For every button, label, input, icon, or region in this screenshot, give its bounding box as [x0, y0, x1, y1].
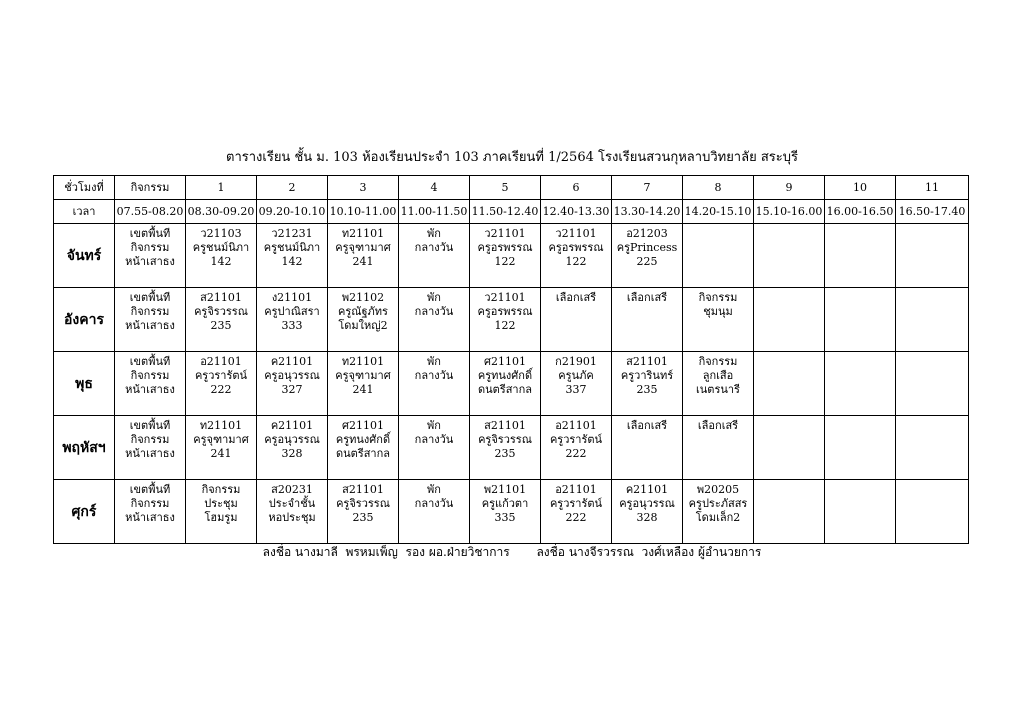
period-number: 7: [612, 176, 683, 200]
cell-line: 235: [352, 511, 374, 524]
cell-line: ค21101: [270, 355, 314, 368]
cell-line: กิจกรรม: [130, 305, 170, 318]
schedule-cell: [896, 416, 969, 480]
cell-line: เขตพื้นที: [129, 355, 171, 368]
cell-line: ครูปาณิสรา: [264, 305, 320, 318]
cell-line: กลางวัน: [414, 433, 454, 446]
schedule-cell: [541, 288, 612, 352]
cell-line: ครูวรารัตน์: [194, 369, 248, 382]
cell-line: กิจกรรม: [698, 355, 738, 368]
schedule-cell: [186, 480, 257, 544]
cell-line: พ20205: [696, 483, 740, 496]
cell-line: 122: [494, 319, 516, 332]
time-slot: 12.40-13.30: [541, 200, 612, 224]
cell-line: 222: [210, 383, 232, 396]
cell-line: หน้าเสาธง: [125, 511, 175, 524]
period-number: 2: [257, 176, 328, 200]
cell-line: หน้าเสาธง: [125, 383, 175, 396]
cell-line: ส21101: [342, 483, 384, 496]
cell-line: 235: [636, 383, 658, 396]
day-name: จันทร์: [54, 224, 115, 288]
schedule-cell: [186, 288, 257, 352]
period-number: 8: [683, 176, 754, 200]
cell-line: กิจกรรม: [130, 497, 170, 510]
cell-line: กิจกรรม: [130, 433, 170, 446]
cell-line: เขตพื้นที: [129, 291, 171, 304]
cell-line: ส20231: [271, 483, 313, 496]
cell-line: กลางวัน: [414, 369, 454, 382]
period-number: 6: [541, 176, 612, 200]
schedule-cell: [186, 352, 257, 416]
cell-line: 241: [352, 383, 374, 396]
cell-line: ว21231: [271, 227, 313, 240]
cell-line: ลูกเสือ: [702, 369, 734, 382]
timetable: [53, 175, 969, 544]
schedule-cell: [612, 288, 683, 352]
schedule-cell: [115, 416, 186, 480]
time-header-row: [54, 200, 969, 224]
cell-line: โดมใหญ่2: [338, 319, 388, 332]
cell-line: อ21101: [200, 355, 242, 368]
schedule-cell: [470, 480, 541, 544]
cell-line: พัก: [427, 355, 441, 368]
cell-line: ประชุม: [204, 497, 238, 510]
cell-line: ครูประภัสสร: [688, 497, 748, 510]
schedule-cell: [825, 288, 896, 352]
cell-line: กิจกรรม: [201, 483, 241, 496]
time-slot: 15.10-16.00: [754, 200, 825, 224]
schedule-cell: [399, 480, 470, 544]
cell-line: 235: [494, 447, 516, 460]
cell-line: พัก: [427, 419, 441, 432]
cell-line: เขตพื้นที: [129, 483, 171, 496]
schedule-cell: [328, 352, 399, 416]
cell-line: พัก: [427, 227, 441, 240]
cell-line: ครูจุฑามาศ: [335, 369, 391, 382]
cell-line: ครูนภัค: [558, 369, 594, 382]
cell-line: หน้าเสาธง: [125, 319, 175, 332]
cell-line: 222: [565, 447, 587, 460]
cell-line: ส21101: [200, 291, 242, 304]
cell-line: ท21101: [341, 355, 385, 368]
cell-line: ครูอนุวรรณ: [619, 497, 675, 510]
signature-line: [0, 543, 1024, 562]
period-number: 10: [825, 176, 896, 200]
cell-line: หอประชุม: [268, 511, 316, 524]
cell-line: ครูอรพรรณ: [548, 241, 604, 254]
schedule-cell: [896, 480, 969, 544]
cell-line: ท21101: [199, 419, 243, 432]
schedule-cell: [896, 288, 969, 352]
schedule-cell: [612, 480, 683, 544]
schedule-cell: [754, 352, 825, 416]
time-slot: 07.55-08.20: [115, 200, 186, 224]
cell-line: ครูจิรวรรณ: [194, 305, 248, 318]
time-slot: 10.10-11.00: [328, 200, 399, 224]
cell-line: ครูจุฑามาศ: [193, 433, 249, 446]
cell-line: ครูวารินทร์: [620, 369, 674, 382]
day-row: [54, 480, 969, 544]
schedule-cell: [683, 480, 754, 544]
cell-line: กิจกรรม: [698, 291, 738, 304]
cell-line: 335: [494, 511, 516, 524]
cell-line: ครูวรารัตน์: [549, 433, 603, 446]
cell-line: เลือกเสรี: [697, 419, 739, 432]
cell-line: ว21101: [555, 227, 597, 240]
schedule-cell: [257, 480, 328, 544]
signature-right: ลงชื่อ นางจีรวรรณ วงศ์เหลือง ผู้อำนวยการ: [536, 545, 762, 559]
page-title: ตารางเรียน ชั้น ม. 103 ห้องเรียนประจำ 103 ภาคเรียนที่ 1/2564 โรงเรียนสวนกุหลาบวิทยาลัย สระบุรี: [226, 150, 798, 165]
day-name: อังคาร: [54, 288, 115, 352]
cell-line: ดนตรีสากล: [335, 447, 390, 460]
schedule-cell: [541, 352, 612, 416]
schedule-cell: [257, 352, 328, 416]
cell-line: ครูอนุวรรณ: [264, 369, 320, 382]
cell-line: ศ21101: [342, 419, 384, 432]
schedule-cell: [612, 224, 683, 288]
cell-line: 328: [636, 511, 658, 524]
cell-line: ครูจิรวรรณ: [336, 497, 390, 510]
schedule-cell: [186, 416, 257, 480]
schedule-cell: [115, 480, 186, 544]
cell-line: พ21102: [341, 291, 385, 304]
cell-line: ว21101: [484, 227, 526, 240]
period-number: 1: [186, 176, 257, 200]
schedule-cell: [115, 352, 186, 416]
schedule-cell: [541, 416, 612, 480]
schedule-cell: [399, 352, 470, 416]
schedule-cell: [186, 224, 257, 288]
cell-line: ง21101: [271, 291, 313, 304]
schedule-cell: [470, 352, 541, 416]
cell-line: ครูอรพรรณ: [477, 305, 533, 318]
cell-line: โดมเล็ก2: [695, 511, 741, 524]
schedule-cell: [115, 224, 186, 288]
cell-line: 222: [565, 511, 587, 524]
cell-line: 122: [494, 255, 516, 268]
signature-left: ลงชื่อ นางมาลี พรหมเพ็ญ รอง ผอ.ฝ่ายวิชาการ: [262, 545, 510, 559]
schedule-cell: [399, 224, 470, 288]
schedule-cell: [825, 416, 896, 480]
cell-line: พัก: [427, 291, 441, 304]
day-row: [54, 352, 969, 416]
cell-line: เขตพื้นที: [129, 227, 171, 240]
schedule-cell: [328, 288, 399, 352]
period-number: 11: [896, 176, 969, 200]
cell-line: ชุมนุม: [703, 305, 733, 318]
cell-line: เนตรนารี: [696, 383, 740, 396]
cell-line: 122: [565, 255, 587, 268]
cell-line: ครูPrincess: [616, 241, 678, 254]
cell-line: ศ21101: [484, 355, 526, 368]
schedule-cell: [328, 480, 399, 544]
cell-line: 241: [210, 447, 232, 460]
schedule-cell: [754, 416, 825, 480]
cell-line: ค21101: [270, 419, 314, 432]
cell-line: เขตพื้นที: [129, 419, 171, 432]
schedule-cell: [683, 416, 754, 480]
cell-line: ครูอรพรรณ: [477, 241, 533, 254]
day-name: พฤหัสฯ: [54, 416, 115, 480]
schedule-cell: [470, 224, 541, 288]
schedule-cell: [399, 288, 470, 352]
time-slot: 14.20-15.10: [683, 200, 754, 224]
time-label: เวลา: [54, 200, 115, 224]
schedule-cell: [328, 224, 399, 288]
schedule-cell: [470, 416, 541, 480]
schedule-cell: [896, 224, 969, 288]
schedule-cell: [612, 352, 683, 416]
cell-line: ว21101: [484, 291, 526, 304]
cell-line: 333: [281, 319, 303, 332]
cell-line: ครูจุฑามาศ: [335, 241, 391, 254]
day-row: [54, 224, 969, 288]
cell-line: ท21101: [341, 227, 385, 240]
day-row: [54, 288, 969, 352]
cell-line: ครูอนุวรรณ: [264, 433, 320, 446]
period-number: กิจกรรม: [115, 176, 186, 200]
cell-line: 142: [281, 255, 303, 268]
period-number: 4: [399, 176, 470, 200]
cell-line: ครูวรารัตน์: [549, 497, 603, 510]
cell-line: เลือกเสรี: [626, 419, 668, 432]
cell-line: พัก: [427, 483, 441, 496]
cell-line: ก21901: [555, 355, 597, 368]
period-header-row: [54, 176, 969, 200]
cell-line: ว21103: [200, 227, 242, 240]
cell-line: กลางวัน: [414, 497, 454, 510]
schedule-cell: [257, 416, 328, 480]
schedule-cell: [825, 224, 896, 288]
time-slot: 11.50-12.40: [470, 200, 541, 224]
time-slot: 11.00-11.50: [399, 200, 470, 224]
cell-line: 327: [281, 383, 303, 396]
schedule-cell: [683, 352, 754, 416]
cell-line: อ21101: [555, 419, 597, 432]
cell-line: หน้าเสาธง: [125, 255, 175, 268]
cell-line: 225: [636, 255, 658, 268]
period-number: 5: [470, 176, 541, 200]
schedule-cell: [825, 352, 896, 416]
cell-line: หน้าเสาธง: [125, 447, 175, 460]
cell-line: ส21101: [484, 419, 526, 432]
cell-line: ครูจิรวรรณ: [478, 433, 532, 446]
time-slot: 13.30-14.20: [612, 200, 683, 224]
day-name: ศุกร์: [54, 480, 115, 544]
cell-line: 142: [210, 255, 232, 268]
schedule-cell: [825, 480, 896, 544]
schedule-cell: [541, 224, 612, 288]
schedule-cell: [683, 224, 754, 288]
day-row: [54, 416, 969, 480]
period-number: 9: [754, 176, 825, 200]
cell-line: ดนตรีสากล: [477, 383, 532, 396]
cell-line: พ21101: [483, 483, 527, 496]
cell-line: อ21203: [626, 227, 668, 240]
schedule-cell: [257, 288, 328, 352]
cell-line: ครูทนงศักดิ์: [335, 433, 391, 446]
cell-line: กลางวัน: [414, 241, 454, 254]
cell-line: ครูชนม์นิภา: [263, 241, 321, 254]
schedule-cell: [257, 224, 328, 288]
cell-line: ครูทนงศักดิ์: [477, 369, 533, 382]
cell-line: เลือกเสรี: [555, 291, 597, 304]
cell-line: 337: [565, 383, 587, 396]
cell-line: ครูแก้วตา: [481, 497, 529, 510]
time-slot: 16.00-16.50: [825, 200, 896, 224]
schedule-cell: [328, 416, 399, 480]
schedule-cell: [541, 480, 612, 544]
cell-line: ค21101: [625, 483, 669, 496]
schedule-cell: [399, 416, 470, 480]
schedule-cell: [683, 288, 754, 352]
period-number: 3: [328, 176, 399, 200]
cell-line: กิจกรรม: [130, 369, 170, 382]
schedule-cell: [754, 480, 825, 544]
time-slot: 09.20-10.10: [257, 200, 328, 224]
cell-line: 241: [352, 255, 374, 268]
cell-line: ส21101: [626, 355, 668, 368]
period-label: ชั่วโมงที่: [54, 176, 115, 200]
schedule-cell: [754, 224, 825, 288]
cell-line: เลือกเสรี: [626, 291, 668, 304]
cell-line: 235: [210, 319, 232, 332]
cell-line: 328: [281, 447, 303, 460]
time-slot: 16.50-17.40: [896, 200, 969, 224]
schedule-cell: [470, 288, 541, 352]
cell-line: กิจกรรม: [130, 241, 170, 254]
schedule-cell: [754, 288, 825, 352]
cell-line: อ21101: [555, 483, 597, 496]
cell-line: ครูชนม์นิภา: [192, 241, 250, 254]
schedule-cell: [896, 352, 969, 416]
cell-line: กลางวัน: [414, 305, 454, 318]
schedule-cell: [612, 416, 683, 480]
day-name: พุธ: [54, 352, 115, 416]
schedule-cell: [115, 288, 186, 352]
cell-line: ครูณัฐภัทร: [338, 305, 388, 318]
time-slot: 08.30-09.20: [186, 200, 257, 224]
cell-line: โฮมรูม: [204, 511, 238, 524]
cell-line: ประจำชั้น: [268, 497, 316, 510]
